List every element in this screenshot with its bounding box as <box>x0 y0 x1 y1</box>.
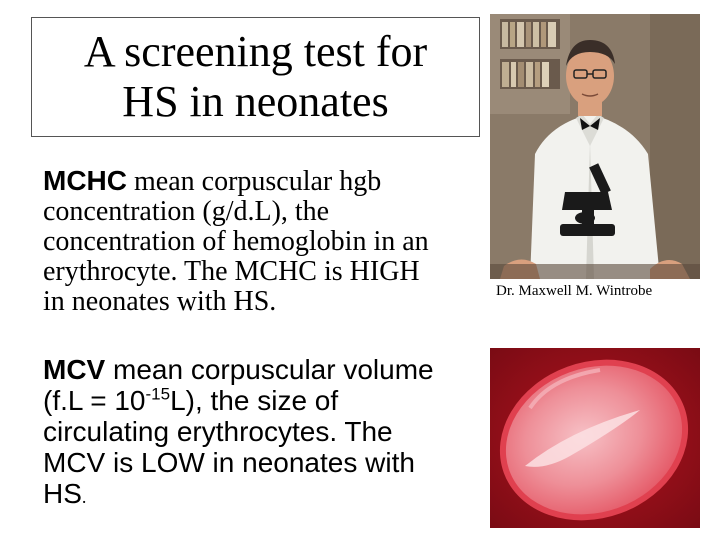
mcv-line-5-end: . <box>81 487 87 507</box>
mcv-line-3: circulating erythrocytes. The <box>43 416 393 447</box>
mcv-line-1: mean corpuscular volume <box>105 354 434 385</box>
mcv-line-2-pre: (f.L = 10 <box>43 385 146 416</box>
mcv-term: MCV <box>43 354 106 385</box>
red-blood-cell-image <box>490 348 700 528</box>
mchc-line-4: erythrocyte. The MCHC is HIGH <box>43 256 420 287</box>
mcv-paragraph <box>43 355 473 512</box>
portrait-caption: Dr. Maxwell M. Wintrobe <box>496 283 653 299</box>
mchc-term: MCHC <box>43 165 127 196</box>
mcv-exponent: -15 <box>145 384 171 404</box>
mcv-line-4: MCV is LOW in neonates with <box>43 447 415 478</box>
mcv-line-5: HS <box>43 478 82 509</box>
mchc-line-2: concentration (g/d.L), the <box>43 196 330 227</box>
mchc-line-3: concentration of hemoglobin in an <box>43 226 429 257</box>
mchc-paragraph <box>43 166 493 317</box>
wintrobe-portrait <box>490 14 700 279</box>
slide-title-line-1: A screening test for <box>83 27 428 76</box>
mchc-line-1: mean corpuscular hgb <box>127 166 382 197</box>
mcv-line-2-post: L), the size of <box>170 385 339 416</box>
mchc-line-5: in neonates with HS. <box>43 286 277 317</box>
title-box <box>31 17 480 137</box>
slide-title-line-2: HS in neonates <box>122 77 389 126</box>
